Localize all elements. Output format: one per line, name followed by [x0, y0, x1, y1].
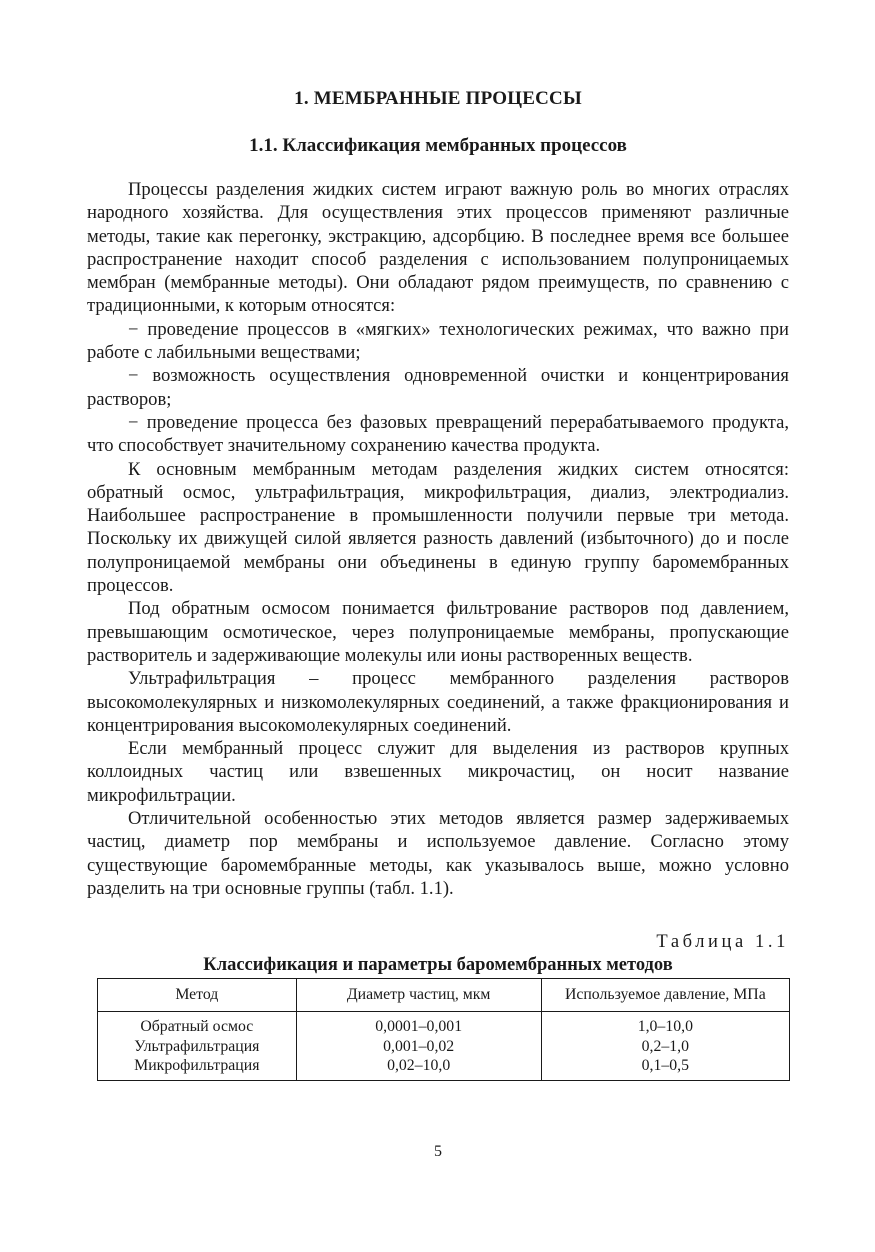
membrane-methods-table — [97, 978, 790, 1081]
pressure-value: 1,0–10,0 — [637, 1018, 693, 1035]
diameter-value: 0,001–0,02 — [383, 1037, 455, 1055]
method-value: Обратный осмос — [140, 1018, 254, 1035]
table-caption: Таблица 1.1 — [656, 932, 789, 952]
paragraph: − проведение процесса без фазовых превращений перерабатываемого продукта, что способствует значительному сохранению качества продукта. — [87, 411, 789, 457]
chapter-title: 1. МЕМБРАННЫЕ ПРОЦЕССЫ — [294, 88, 582, 109]
diameter-value: 0,02–10,0 — [387, 1057, 451, 1074]
column-header-method: Метод — [98, 979, 297, 1012]
pressure-cell — [541, 1012, 789, 1081]
column-header-pressure: Используемое давление, МПа — [541, 979, 789, 1012]
diameter-cell — [296, 1012, 541, 1081]
paragraph: − возможность осуществления одновременной очистки и концентрирования растворов; — [87, 365, 789, 410]
paragraph: Если мембранный процесс служит для выделения из растворов крупных коллоидных частиц или взвешенных микрочастиц, он носит название микрофильтрации. — [87, 738, 789, 806]
table-title: Классификация и параметры баромембранных методов — [203, 955, 673, 975]
paragraph: − проведение процессов в «мягких» технологических режимах, что важно при работе с лабильными веществами; — [87, 318, 789, 364]
method-cell — [98, 1012, 297, 1081]
section-title: 1.1. Классификация мембранных процессов — [249, 135, 627, 156]
page-number: 5 — [434, 1143, 442, 1160]
method-value: Микрофильтрация — [134, 1057, 260, 1074]
paragraph: Отличительной особенностью этих методов является размер задерживаемых частиц, диаметр пор мембраны и используемое давление. Согласно этому существующие баромембранные методы, как указывалось выше, можно условно разделить на три основные группы (табл. 1.1). — [87, 808, 789, 899]
pressure-value: 0,1–0,5 — [641, 1057, 690, 1074]
column-header-diameter: Диаметр частиц, мкм — [296, 979, 541, 1012]
paragraph: Ультрафильтрация – процесс мембранного разделения растворов высокомолекулярных и низкомолекулярных соединений, а также фракционирования и концентрирования высокомолекулярных соединений. — [87, 668, 789, 736]
paragraph: Под обратным осмосом понимается фильтрование растворов под давлением, превышающим осмотическое, через полупроницаемые мембраны, пропускающие растворитель и задерживающие молекулы или ионы растворенных веществ. — [87, 598, 789, 666]
table-header-row — [98, 979, 790, 1012]
method-value: Ультрафильтрация — [134, 1037, 260, 1055]
pressure-value: 0,2–1,0 — [641, 1037, 690, 1055]
paragraph: Процессы разделения жидких систем играют важную роль во многих отраслях народного хозяйства. Для осуществления этих процессов применяют различные методы, такие как перегонку, экстракцию, адсорбцию. В последнее время все большее распространение находит способ разделения с использованием полупроницаемых мембран (мембранные методы). Они обладают рядом преимуществ, по сравнению с традиционными, к которым относятся: — [87, 179, 789, 317]
table-row — [98, 1012, 790, 1081]
diameter-value: 0,0001–0,001 — [375, 1018, 463, 1035]
body-text — [87, 178, 789, 900]
paragraph: К основным мембранным методам разделения жидких систем относятся: обратный осмос, ультрафильтрация, микрофильтрация, диализ, электродиализ. Наибольшее распространение в промышленности получили первые три метода. Поскольку их движущей силой является разность давлений (избыточного) до и после полупроницаемой мембраны они объединены в единую группу баромембранных процессов. — [87, 458, 789, 597]
